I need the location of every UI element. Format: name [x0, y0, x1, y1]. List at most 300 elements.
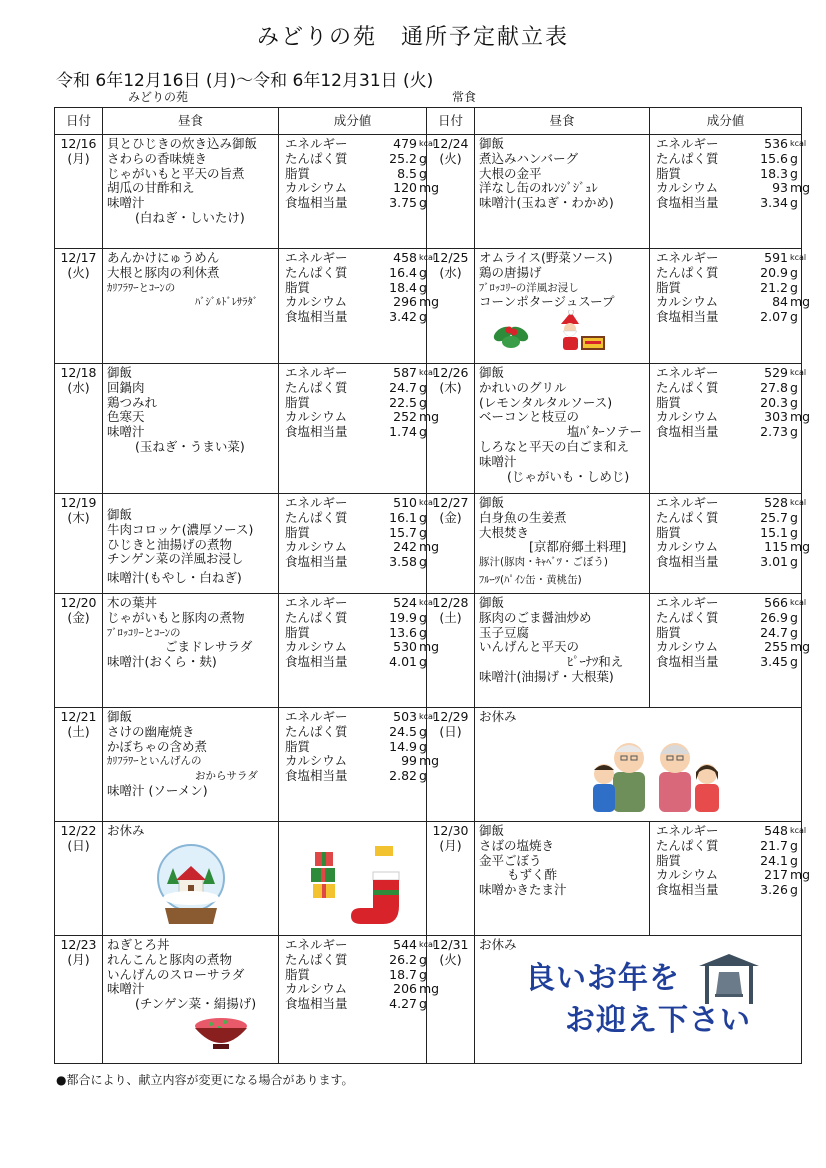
nutrient-unit: g: [790, 195, 798, 211]
temple-bell-illustration: [697, 952, 761, 1004]
nutrient-value: 93: [772, 180, 788, 196]
menu-item: 塩ﾊﾞﾀｰソテー: [567, 424, 643, 440]
nutrient-label: 食塩相当量: [285, 654, 348, 670]
nutrient-value: 2.82: [389, 768, 417, 784]
nutrient-value: 26.9: [760, 609, 788, 625]
menu-item: オムライス(野菜ソース): [479, 250, 613, 265]
nutrient-unit: g: [419, 624, 427, 640]
nutrient-value: 587: [393, 365, 417, 380]
nutrient-value: 18.3: [760, 165, 788, 181]
nutrient-value: 524: [393, 595, 417, 610]
nutrition-cell: [279, 594, 440, 708]
date-cell: 12/20 (金): [55, 594, 103, 708]
nutrient-label: 脂質: [656, 852, 682, 868]
nutrient-value: 21.2: [760, 279, 788, 295]
menu-item: かれいのグリル: [479, 379, 567, 395]
menu-item: 洋なし缶のｵﾚﾝｼﾞｼﾞｭﾚ: [479, 180, 598, 196]
nutrient-label: 脂質: [656, 279, 682, 295]
nutrient-value: 242: [393, 539, 417, 555]
girl-icon: [695, 764, 719, 812]
menu-cell: [103, 936, 279, 1064]
menu-cell: [103, 594, 279, 708]
nutrient-unit: g: [790, 509, 798, 525]
nutrient-unit: mg: [790, 180, 811, 196]
table-row: [55, 936, 802, 1064]
menu-item: 鶏つみれ: [107, 394, 158, 410]
menu-item: ｶﾘﾌﾗﾜｰといんげんの: [107, 755, 202, 768]
nutrient-value: 21.7: [760, 837, 788, 853]
gift-sign-icon: [581, 336, 605, 350]
menu-item: あんかけにゅうめん: [107, 250, 220, 265]
nutrient-unit: g: [419, 394, 427, 410]
decoration-cell: [279, 822, 427, 936]
menu-item: じゃがいもと豚肉の煮物: [107, 609, 245, 625]
temple-bell-icon: [699, 954, 759, 1004]
menu-item: 御飯: [479, 595, 505, 610]
menu-item: じゃがいもと平天の旨煮: [107, 165, 245, 181]
nutrient-unit: mg: [419, 409, 440, 425]
menu-item: 白身魚の生姜煮: [479, 509, 567, 525]
nutrient-unit: kcal: [790, 826, 807, 835]
menu-item: 味噌汁(おくら・麸): [107, 654, 217, 670]
nutrition-values: [654, 495, 811, 570]
nutrient-label: カルシウム: [656, 539, 719, 555]
menu-cell: [475, 594, 650, 708]
menu-item: ﾊﾞｼﾞﾙﾄﾞﾚｻﾗﾀﾞ: [195, 296, 258, 309]
menu-item: もずく酢: [507, 867, 558, 883]
nutrient-unit: kcal: [419, 598, 436, 607]
santa-icon: [561, 310, 579, 350]
nutrient-label: エネルギー: [285, 365, 348, 380]
nutrient-unit: kcal: [419, 498, 436, 507]
menu-item: おからサラダ: [195, 770, 258, 783]
nutrient-value: 4.27: [389, 996, 417, 1012]
menu-item: 味噌汁: [107, 195, 145, 211]
menu-table: [54, 107, 811, 1064]
date-cell: 12/24 (火): [427, 135, 475, 249]
nutrient-label: 食塩相当量: [285, 424, 348, 440]
nutrient-label: エネルギー: [656, 495, 719, 510]
menu-item: 御飯: [107, 365, 133, 380]
nutrition-cell: [650, 364, 811, 494]
holiday-label: お休み: [479, 709, 517, 724]
nutrition-values: [283, 495, 440, 570]
nutrient-value: 544: [393, 937, 417, 952]
date-cell: 12/31 (火): [427, 936, 475, 1064]
nutrient-value: 3.01: [760, 554, 788, 570]
menu-item: ごまドレサラダ: [165, 639, 253, 655]
date-cell: 12/21 (土): [55, 708, 103, 822]
nutrient-unit: g: [419, 524, 427, 540]
nutrient-value: 1.74: [389, 424, 417, 440]
nutrient-unit: mg: [419, 981, 440, 997]
nutrient-unit: kcal: [419, 940, 436, 949]
nutrient-label: たんぱく質: [656, 609, 719, 625]
menu-cell: [103, 494, 279, 594]
menu-item: 鶏の唐揚げ: [479, 264, 542, 280]
nutrient-label: 食塩相当量: [285, 554, 348, 570]
date-cell: 12/16 (月): [55, 135, 103, 249]
nutrient-label: カルシウム: [285, 409, 348, 425]
nutrient-unit: g: [419, 554, 427, 570]
nutrition-cell: [279, 494, 440, 594]
nutrient-value: 530: [393, 639, 417, 655]
nutrient-unit: mg: [419, 294, 440, 310]
menu-cell: [475, 494, 650, 594]
greeting-line2: お迎え下さい: [565, 1003, 751, 1038]
menu-item: 味噌汁: [107, 424, 145, 440]
nutrient-value: 510: [393, 495, 417, 510]
menu-item: 味噌汁 (ソーメン): [107, 782, 208, 798]
nutrition-cell: [650, 594, 811, 708]
gifts-illustration: [303, 844, 415, 928]
nutrient-label: たんぱく質: [285, 609, 348, 625]
nutrient-unit: mg: [419, 539, 440, 555]
nutrient-label: 脂質: [656, 394, 682, 410]
table-row: [55, 594, 802, 708]
menu-item: 木の葉丼: [107, 595, 158, 610]
nutrient-label: カルシウム: [285, 539, 348, 555]
nutrition-cell: [650, 494, 811, 594]
nutrition-values: [283, 250, 440, 325]
nutrient-label: エネルギー: [285, 250, 348, 265]
nutrient-value: 591: [764, 250, 788, 265]
nutrient-label: 脂質: [285, 624, 311, 640]
nutrient-unit: g: [790, 150, 798, 166]
nutrient-label: たんぱく質: [656, 264, 719, 280]
nutrient-value: 15.6: [760, 150, 788, 166]
nutrient-value: 99: [401, 753, 417, 769]
nutrient-label: たんぱく質: [285, 264, 348, 280]
nutrient-unit: mg: [790, 867, 811, 883]
menu-item: 御飯: [107, 507, 133, 522]
date-range: 令和 6年12月16日 (月)〜令和 6年12月31日 (火): [56, 71, 434, 91]
nutrient-value: 2.73: [760, 424, 788, 440]
page-title: みどりの苑 通所予定献立表: [256, 25, 569, 50]
nutrient-unit: g: [419, 768, 427, 784]
menu-item: 味噌汁: [107, 981, 145, 997]
nutrient-label: 脂質: [285, 165, 311, 181]
nutrient-value: 13.6: [389, 624, 417, 640]
nutrient-unit: kcal: [419, 368, 436, 377]
nutrient-value: 15.7: [389, 524, 417, 540]
table-header: [55, 108, 802, 135]
menu-cell: [475, 249, 650, 364]
nutrient-unit: kcal: [419, 712, 436, 721]
menu-item: 味噌汁: [479, 453, 517, 469]
diet-type: 常食: [452, 90, 477, 104]
nutrient-label: 脂質: [285, 279, 311, 295]
nutrient-label: 食塩相当量: [285, 195, 348, 211]
nutrient-unit: mg: [419, 639, 440, 655]
nutrition-cell: [650, 822, 811, 936]
nutrition-values: [283, 709, 440, 784]
menu-item: 味噌かきたま汁: [479, 882, 567, 898]
nutrient-unit: g: [419, 654, 427, 670]
menu-item: ねぎとろ丼: [107, 937, 170, 952]
menu-item: さばの塩焼き: [479, 837, 555, 853]
nutrient-unit: g: [790, 424, 798, 440]
date-cell: 12/22 (日): [55, 822, 103, 936]
menu-item: 味噌汁(油揚げ・大根葉): [479, 668, 614, 684]
menu-item: さわらの香味焼き: [107, 150, 208, 166]
nutrient-label: エネルギー: [285, 495, 348, 510]
nutrient-unit: g: [790, 394, 798, 410]
child-icon: [593, 764, 615, 812]
nutrient-value: 25.2: [389, 150, 417, 166]
holiday-label: お休み: [107, 823, 145, 838]
menu-item: 貝とひじきの炊き込み御飯: [107, 136, 258, 151]
menu-item: 味噌汁(玉ねぎ・わかめ): [479, 195, 614, 211]
menu-item: 豚肉のごま醤油炒め: [479, 609, 592, 625]
header-nutrition: 成分値: [279, 108, 427, 135]
nutrient-label: カルシウム: [656, 639, 719, 655]
menu-item: かぼちゃの含め煮: [107, 738, 208, 754]
date-cell: 12/27 (金): [427, 494, 475, 594]
menu-item: 玉子豆腐: [479, 624, 530, 640]
menu-item: 豚汁(豚肉・ｷｬﾍﾞﾂ・ごぼう): [479, 556, 608, 569]
nutrient-unit: g: [790, 882, 798, 898]
nutrient-label: 食塩相当量: [656, 654, 719, 670]
nutrient-unit: g: [419, 309, 427, 325]
nutrient-label: エネルギー: [285, 595, 348, 610]
nutrition-values: [654, 250, 811, 325]
menu-item: 色寒天: [107, 409, 145, 425]
menu-item: [京都府郷土料理]: [529, 539, 627, 555]
menu-item: 煮込みハンバーグ: [479, 150, 579, 166]
nutrient-value: 16.4: [389, 264, 417, 280]
nutrient-unit: g: [790, 309, 798, 325]
nutrient-value: 458: [393, 250, 417, 265]
nutrient-label: 食塩相当量: [285, 996, 348, 1012]
nutrient-value: 548: [764, 823, 788, 838]
nutrient-unit: g: [419, 996, 427, 1012]
nutrient-label: 食塩相当量: [656, 424, 719, 440]
nutrition-cell: [279, 708, 440, 822]
nutrient-label: カルシウム: [285, 294, 348, 310]
nutrition-cell: [279, 249, 440, 364]
menu-item: ﾌﾞﾛｯｺﾘｰとｺｰﾝの: [107, 626, 181, 639]
grandfather-icon: [613, 743, 645, 812]
date-cell: 12/19 (木): [55, 494, 103, 594]
nutrient-unit: g: [790, 837, 798, 853]
menu-item: 御飯: [479, 365, 505, 380]
nutrient-label: たんぱく質: [656, 509, 719, 525]
gift-stack-icon: [311, 852, 335, 898]
nutrient-label: エネルギー: [656, 365, 719, 380]
menu-item: 御飯: [479, 823, 505, 838]
menu-item: (白ねぎ・しいたけ): [135, 209, 245, 225]
nutrient-label: たんぱく質: [656, 150, 719, 166]
menu-item: 牛肉コロッケ(濃厚ソース): [107, 521, 254, 537]
date-cell: 12/26 (木): [427, 364, 475, 494]
header-nutrition: 成分値: [650, 108, 802, 135]
nutrient-unit: g: [419, 424, 427, 440]
negitoro-bowl-illustration: [191, 1012, 251, 1052]
nutrient-value: 24.5: [389, 723, 417, 739]
table-row: [55, 822, 802, 936]
date-cell: 12/30 (月): [427, 822, 475, 936]
nutrition-cell: [279, 135, 440, 249]
nutrition-values: [283, 937, 440, 1012]
nutrient-unit: g: [419, 379, 427, 395]
date-cell: 12/23 (月): [55, 936, 103, 1064]
nutrient-value: 24.7: [760, 624, 788, 640]
nutrient-value: 503: [393, 709, 417, 724]
nutrient-unit: mg: [790, 294, 811, 310]
nutrient-unit: g: [790, 165, 798, 181]
nutrient-label: エネルギー: [285, 709, 348, 724]
nutrient-label: たんぱく質: [285, 951, 348, 967]
menu-item: (じゃがいも・しめじ): [507, 468, 630, 484]
nutrient-label: 脂質: [656, 165, 682, 181]
menu-item: 味噌汁(もやし・白ねぎ): [107, 570, 242, 586]
header-date: 日付: [427, 108, 475, 135]
header-date: 日付: [55, 108, 103, 135]
nutrient-label: たんぱく質: [656, 379, 719, 395]
nutrient-label: たんぱく質: [285, 379, 348, 395]
nutrient-unit: g: [790, 379, 798, 395]
menu-cell: [103, 822, 279, 936]
nutrient-value: 2.07: [760, 309, 788, 325]
nutrient-unit: g: [790, 524, 798, 540]
nutrient-value: 303: [764, 409, 788, 425]
nutrient-value: 25.7: [760, 509, 788, 525]
table-row: [55, 249, 802, 364]
nutrition-cell: [279, 364, 440, 494]
nutrient-unit: mg: [790, 409, 811, 425]
table-row: [55, 708, 802, 822]
nutrient-unit: kcal: [790, 253, 807, 262]
nutrient-label: カルシウム: [656, 867, 719, 883]
nutrient-label: カルシウム: [285, 180, 348, 196]
nutrient-value: 84: [772, 294, 788, 310]
nutrient-unit: kcal: [419, 139, 436, 148]
nutrient-value: 14.9: [389, 738, 417, 754]
nutrient-unit: g: [419, 951, 427, 967]
nutrient-value: 18.7: [389, 966, 417, 982]
nutrition-cell: [650, 249, 811, 364]
menu-item: れんこんと豚肉の煮物: [107, 951, 233, 967]
nutrient-unit: g: [419, 279, 427, 295]
menu-item: 胡瓜の甘酢和え: [107, 180, 195, 196]
menu-cell: [475, 135, 650, 249]
snow-globe-illustration: [153, 842, 229, 928]
table-row: [55, 364, 802, 494]
facility-name: みどりの苑: [128, 90, 189, 104]
menu-cell: [475, 708, 802, 822]
nutrient-label: エネルギー: [656, 250, 719, 265]
nutrient-label: 食塩相当量: [656, 554, 719, 570]
nutrient-value: 15.1: [760, 524, 788, 540]
nutrient-label: エネルギー: [285, 937, 348, 952]
nutrient-label: 食塩相当量: [285, 768, 348, 784]
nutrient-label: 脂質: [656, 624, 682, 640]
date-cell: 12/18 (水): [55, 364, 103, 494]
nutrient-value: 4.01: [389, 654, 417, 670]
date-cell: 12/17 (火): [55, 249, 103, 364]
menu-item: ｶﾘﾌﾗﾜｰとｺｰﾝの: [107, 281, 176, 294]
nutrient-value: 26.2: [389, 951, 417, 967]
menu-item: ひじきと油揚げの煮物: [107, 536, 233, 552]
nutrient-label: 脂質: [656, 524, 682, 540]
table-row: [55, 135, 802, 249]
holly-icon: [491, 324, 530, 348]
footer-note: ●都合により、献立内容が変更になる場合があります。: [56, 1073, 354, 1087]
nutrient-value: 27.8: [760, 379, 788, 395]
menu-item: ﾌﾙｰﾂ(ﾊﾟｲﾝ缶・黄桃缶): [479, 573, 582, 586]
menu-item: コーンポタージュスープ: [479, 294, 615, 310]
nutrient-value: 3.75: [389, 195, 417, 211]
menu-item: (チンゲン菜・絹揚げ): [135, 996, 257, 1012]
family-illustration: [591, 728, 723, 812]
nutrient-label: 脂質: [285, 966, 311, 982]
menu-cell: [475, 822, 650, 936]
holiday-label: お休み: [479, 937, 517, 952]
rice-bowl-icon: [195, 1018, 247, 1049]
nutrient-value: 16.1: [389, 509, 417, 525]
nutrient-value: 528: [764, 495, 788, 510]
nutrient-value: 20.3: [760, 394, 788, 410]
nutrient-label: 食塩相当量: [656, 309, 719, 325]
greeting-line1: 良いお年を: [525, 961, 680, 996]
header-lunch: 昼食: [103, 108, 279, 135]
nutrient-value: 120: [393, 180, 417, 196]
nutrient-value: 3.26: [760, 882, 788, 898]
menu-item: (玉ねぎ・うまい菜): [135, 438, 245, 454]
nutrient-label: エネルギー: [656, 823, 719, 838]
christmas-illustration: [479, 310, 609, 352]
date-cell: 12/25 (水): [427, 249, 475, 364]
nutrition-values: [654, 136, 811, 211]
nutrient-unit: g: [419, 195, 427, 211]
christmas-stocking-icon: [351, 846, 399, 924]
nutrient-unit: g: [419, 609, 427, 625]
nutrition-values: [654, 595, 811, 670]
menu-item: 大根焚き: [479, 524, 530, 540]
nutrient-value: 18.4: [389, 279, 417, 295]
nutrition-values: [654, 823, 811, 898]
nutrient-unit: g: [419, 723, 427, 739]
nutrient-label: 食塩相当量: [656, 195, 719, 211]
nutrient-unit: g: [790, 609, 798, 625]
nutrient-value: 24.7: [389, 379, 417, 395]
nutrition-values: [283, 136, 440, 211]
nutrition-cell: [650, 135, 811, 249]
nutrient-label: エネルギー: [656, 136, 719, 151]
nutrient-label: 脂質: [285, 738, 311, 754]
nutrient-unit: mg: [419, 753, 440, 769]
nutrient-value: 206: [393, 981, 417, 997]
nutrient-unit: g: [419, 150, 427, 166]
menu-item: チンゲン菜の洋風お浸し: [107, 551, 244, 567]
nutrient-unit: kcal: [790, 139, 807, 148]
nutrient-label: カルシウム: [656, 180, 719, 196]
nutrient-label: カルシウム: [656, 294, 719, 310]
nutrition-values: [283, 595, 440, 670]
nutrition-values: [283, 365, 440, 440]
menu-cell: [475, 936, 802, 1064]
nutrient-value: 217: [764, 867, 788, 883]
table-row: [55, 494, 802, 594]
nutrient-value: 19.9: [389, 609, 417, 625]
nutrient-label: エネルギー: [656, 595, 719, 610]
nutrient-unit: g: [419, 264, 427, 280]
nutrient-label: たんぱく質: [285, 509, 348, 525]
nutrition-values: [654, 365, 811, 440]
nutrient-unit: g: [419, 966, 427, 982]
nutrient-value: 115: [764, 539, 788, 555]
